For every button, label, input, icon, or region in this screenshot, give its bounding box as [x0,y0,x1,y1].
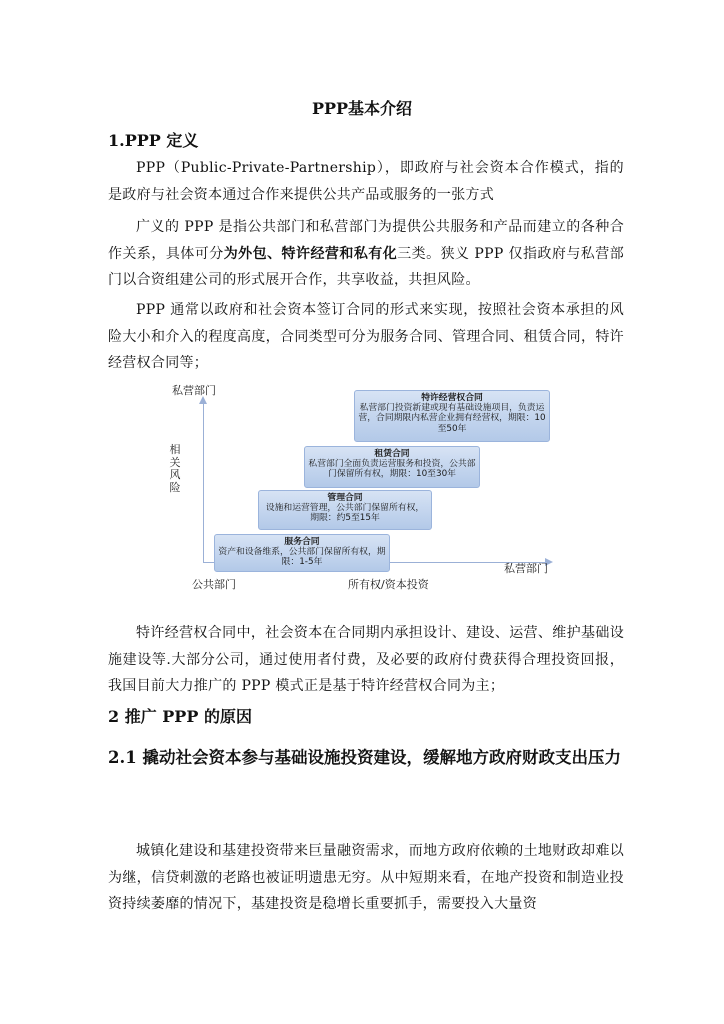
paragraph-text: 三类。狭义 PPP 仅指政府与私营部门以合资组建公司的形式展开合作，共享收益，共担风险。 [108,245,624,288]
paragraph-urbanization-financing: 城镇化建设和基建投资带来巨量融资需求，而地方政府依赖的土地财政却难以为继，信贷刺激的老路也被证明遗患无穷。从中短期来看，在地产投资和制造业投资持续萎靡的情况下，基建投资是稳增长重要抓手，需要投入大量资 [108,843,624,912]
section-2-1-heading-text: 2.1 撬动社会资本参与基础设施投资建设，缓解地方政府财政支出压力 [108,748,621,767]
origin-label: 公共部门 [192,578,236,591]
paragraph-contract-types: PPP 通常以政府和社会资本签订合同的形式来实现，按照社会资本承担的风险大小和介入的程度高度，合同类型可分为服务合同、管理合同、租赁合同，特许经营权合同等； [108,302,624,371]
section-2-heading: 2 推广 PPP 的原因 [108,707,252,726]
paragraph-concession-contract: 特许经营权合同中，社会资本在合同期内承担设计、建设、运营、维护基础设施建设等.大部分公司，通过使用者付费，及必要的政府付费获得合理投资回报，我国目前大力推广的 PPP 模式正是基于特许经营权合同为主； [108,625,624,694]
y-axis [203,404,204,562]
contract-title: 服务合同 [284,537,320,547]
contract-title: 特许经营权合同 [421,393,483,403]
contract-box-lease [304,446,480,488]
ppp-contract-diagram [160,382,560,594]
x-axis-end-label: 私营部门 [504,562,548,575]
x-axis-label: 所有权/资本投资 [348,578,429,591]
y-axis-top-label: 私营部门 [172,384,216,397]
paragraph-ppp-definition: PPP（Public-Private-Partnership），即政府与社会资本合作模式，指的是政府与社会资本通过合作来提供公共产品或服务的一张方式 [108,160,624,203]
contract-box-management [258,490,432,530]
y-axis-label [168,444,182,494]
y-axis-arrow-icon [199,396,207,404]
section-1-heading: 1.PPP 定义 [108,131,199,150]
contract-box-concession [354,390,550,442]
y-axis-char: 关 [169,455,181,469]
contract-title: 管理合同 [327,493,363,503]
y-axis-char: 风 [169,468,181,481]
section-2-1-heading [108,745,628,771]
contract-description: 资产和设备维系，公共部门保留所有权，期限：1-5年 [218,547,386,568]
contract-title: 租赁合同 [374,449,410,459]
document-title: PPP基本介绍 [311,99,413,118]
bold-phrase: 为外包、特许经营和私有化 [223,245,398,262]
paragraph-broad-narrow-ppp [108,214,624,294]
y-axis-char: 险 [169,480,181,494]
paragraph-text: 广义的 PPP 是指公共部门和私营部门为提供公共服务和产品而建立的各种合作关系，具体可分 [108,219,624,262]
contract-description: 设施和运营管理，公共部门保留所有权，期限：约5至15年 [265,503,425,524]
contract-box-service [214,534,390,572]
contract-description: 私营部门投资新建或现有基础设施项目，负责运营，合同期限内私营企业拥有经营权，期限：10至50年 [358,403,546,434]
y-axis-char: 相 [169,443,181,456]
contract-description: 私营部门全面负责运营服务和投资，公共部门保留所有权，期限：10至30年 [308,459,476,480]
